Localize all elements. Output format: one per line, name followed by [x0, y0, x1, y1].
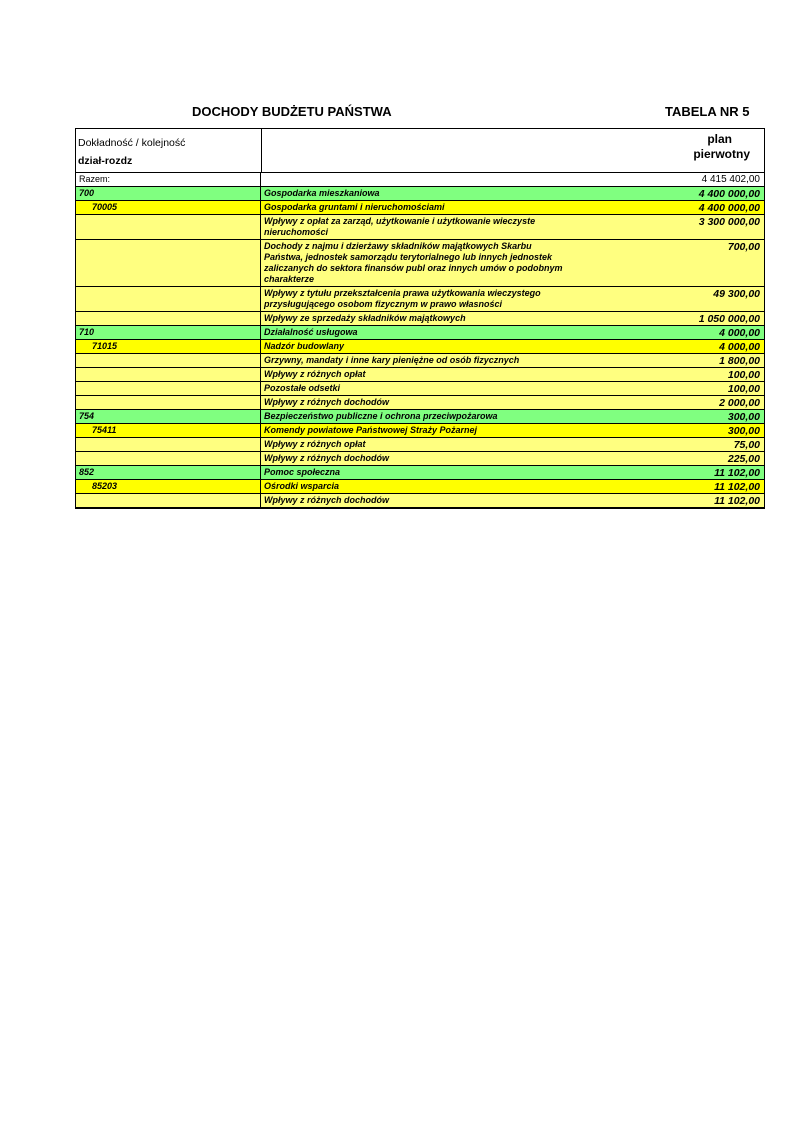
row-body: [261, 466, 764, 479]
row-code: 754: [76, 410, 261, 423]
table-row: [76, 494, 764, 507]
row-code: 70005: [76, 201, 261, 214]
row-body: [261, 187, 764, 200]
row-amount: 11 102,00: [714, 467, 760, 479]
row-description: Wpływy z różnych dochodów: [264, 453, 390, 463]
row-code: [76, 215, 261, 239]
row-code: [76, 368, 261, 381]
header-left-cell: [76, 129, 262, 172]
row-description: Wpływy z opłat za zarząd, użytkowanie i użytkowanie wieczyste nieruchomości: [264, 216, 536, 237]
row-code: [76, 240, 261, 286]
row-code: [76, 452, 261, 465]
row-amount: 4 400 000,00: [698, 188, 760, 200]
row-amount: 1 800,00: [719, 355, 760, 367]
table-row: [76, 201, 764, 215]
row-description: Wpływy z różnych dochodów: [264, 495, 390, 505]
row-body: [261, 424, 764, 437]
row-description: Wpływy z tytułu przekształcenia prawa użytkowania wieczystego przysługującego osobom fizycznym w prawo własności: [264, 288, 541, 309]
row-body: [261, 438, 764, 451]
table-row: [76, 368, 764, 382]
row-code: [76, 312, 261, 325]
row-amount: 4 000,00: [719, 341, 760, 353]
row-description: [261, 173, 567, 186]
row-amount: 1 050 000,00: [698, 313, 760, 325]
row-amount: 75,00: [733, 439, 760, 451]
row-amount: 4 415 402,00: [701, 174, 760, 185]
table-row: [76, 326, 764, 340]
row-code: [76, 382, 261, 395]
row-body: [261, 340, 764, 353]
table-row: [76, 287, 764, 312]
header-original-label: pierwotny: [693, 147, 750, 161]
row-code: Razem:: [76, 173, 261, 186]
table-row: [76, 438, 764, 452]
row-body: [261, 312, 764, 325]
row-code: [76, 287, 261, 311]
table-number: TABELA NR 5: [665, 104, 750, 119]
row-description: Bezpieczeństwo publiczne i ochrona przeciwpożarowa: [264, 411, 498, 421]
row-amount: 11 102,00: [714, 495, 760, 507]
row-description: Wpływy z różnych dochodów: [264, 397, 390, 407]
row-description: Wpływy z różnych opłat: [264, 369, 366, 379]
header-plan-cell: [262, 129, 764, 172]
row-body: [261, 173, 764, 186]
row-description: Komendy powiatowe Państwowej Straży Pożarnej: [264, 425, 478, 435]
table-header: [76, 129, 764, 173]
budget-table: [75, 128, 765, 509]
row-description: Pomoc społeczna: [264, 467, 341, 477]
row-amount: 100,00: [727, 369, 760, 381]
table-row: [76, 340, 764, 354]
row-body: [261, 396, 764, 409]
page-title: DOCHODY BUDŻETU PAŃSTWA: [192, 104, 392, 119]
row-amount: 4 000,00: [719, 327, 760, 339]
row-code: 85203: [76, 480, 261, 493]
row-description: Działalność usługowa: [264, 327, 358, 337]
row-description: Gospodarka mieszkaniowa: [264, 188, 380, 198]
row-body: [261, 326, 764, 339]
row-description: Ośrodki wsparcia: [264, 481, 340, 491]
row-body: [261, 287, 764, 311]
row-amount: 300,00: [727, 425, 760, 437]
table-row: [76, 396, 764, 410]
header-order-label: Dokładność / kolejność: [78, 137, 186, 149]
header-plan-label: plan: [707, 132, 732, 146]
row-code: 710: [76, 326, 261, 339]
row-code: 71015: [76, 340, 261, 353]
row-body: [261, 480, 764, 493]
row-amount: 700,00: [727, 241, 760, 253]
row-description: Grzywny, mandaty i inne kary pieniężne od osób fizycznych: [264, 355, 520, 365]
table-row: [76, 354, 764, 368]
row-code: 852: [76, 466, 261, 479]
row-amount: 4 400 000,00: [698, 202, 760, 214]
row-body: [261, 240, 764, 286]
row-body: [261, 354, 764, 367]
row-body: [261, 410, 764, 423]
row-code: [76, 354, 261, 367]
table-row: [76, 240, 764, 287]
table-row: [76, 187, 764, 201]
row-body: [261, 452, 764, 465]
header-section-label: dział-rozdz: [78, 155, 133, 167]
row-code: 700: [76, 187, 261, 200]
row-description: Gospodarka gruntami i nieruchomościami: [264, 202, 445, 212]
table-row: [76, 215, 764, 240]
row-body: [261, 382, 764, 395]
row-code: 75411: [76, 424, 261, 437]
table-body: [76, 173, 764, 507]
row-description: Nadzór budowlany: [264, 341, 345, 351]
row-body: [261, 368, 764, 381]
row-body: [261, 201, 764, 214]
table-row: [76, 452, 764, 466]
table-row: [76, 480, 764, 494]
table-row: [76, 466, 764, 480]
table-row: [76, 424, 764, 438]
table-row: [76, 410, 764, 424]
row-description: Wpływy ze sprzedaży składników majątkowych: [264, 313, 466, 323]
row-description: Pozostałe odsetki: [264, 383, 341, 393]
row-description: Dochody z najmu i dzierżawy składników majątkowych Skarbu Państwa, jednostek samorządu terytorialnego lub innych jednostek zaliczanych do sektora finansów publ oraz innych umów o podobnym charakterze: [264, 241, 563, 284]
row-code: [76, 438, 261, 451]
row-amount: 100,00: [727, 383, 760, 395]
row-code: [76, 396, 261, 409]
row-amount: 300,00: [727, 411, 760, 423]
table-row: [76, 312, 764, 326]
table-row: [76, 382, 764, 396]
row-body: [261, 494, 764, 507]
row-amount: 11 102,00: [714, 481, 760, 493]
row-body: [261, 215, 764, 239]
row-amount: 49 300,00: [713, 288, 760, 300]
row-description: Wpływy z różnych opłat: [264, 439, 366, 449]
row-amount: 225,00: [727, 453, 760, 465]
row-amount: 2 000,00: [719, 397, 760, 409]
row-code: [76, 494, 261, 507]
table-row: [76, 173, 764, 187]
row-amount: 3 300 000,00: [698, 216, 760, 228]
